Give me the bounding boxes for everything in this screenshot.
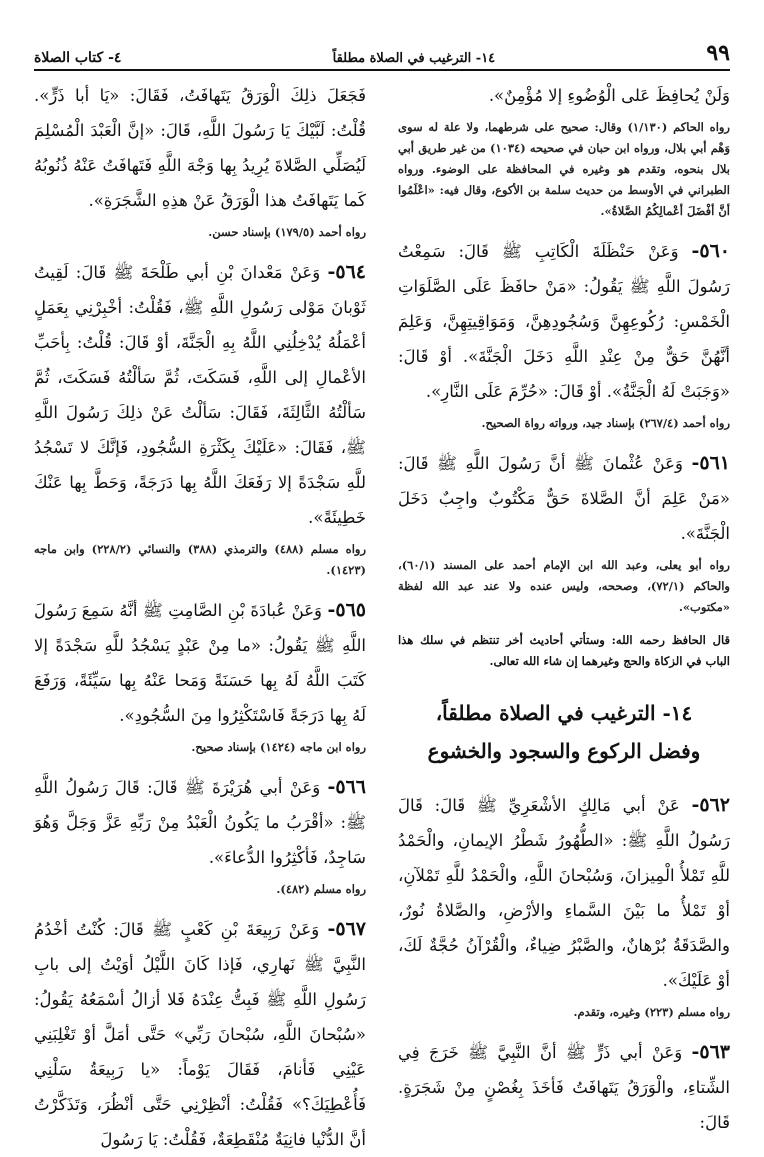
takhrij-note: رواه أبو يعلى، وعبد الله ابن الإمام أحمد على المسند (٦٠/١)، والحاكم (٧٢/١)، وصححه، وليس عنده ولا عند عبد الله لفظة «مكتوب».: [398, 558, 730, 614]
text-columns: [34, 78, 730, 1149]
header-book-title: ٤- كتاب الصلاة: [34, 50, 122, 66]
hadith-number: ٥٦٣-: [691, 1041, 730, 1063]
header-chapter-title: ١٤- الترغيب في الصلاة مطلقاً: [332, 51, 496, 66]
hadith-560: [398, 234, 730, 409]
chapter-heading-line-1: ١٤- الترغيب في الصلاة مطلقاً،: [435, 701, 693, 725]
takhrij-note: رواه مسلم (٢٢٣) وغيره، وتقدم.: [573, 1005, 730, 1019]
hadith-text: وَعَنْ رَبِيعَةَ بْنِ كَعْبٍ ﷺ قَالَ: كُنْتُ أخْدُمُ النَّبِيَّ ﷺ نَهارِي، فَإذا كَانَ اللَّيْلُ أوَيْتُ إلى بابِ رَسُولِ اللَّهِ ﷺ فَبِتُّ عِنْدَهُ فَلا أزالُ أسْمَعُهُ يَقُولُ: «سُبْحانَ اللَّهِ، سُبْحانَ رَبِّي» حَتَّى أمَلَّ أوْ تَغْلِبَنِي عَيْنِي فَأنامَ، فَقَالَ يَوْماً: «يا رَبِيعَةُ سَلْنِي فَأُعْطِيَكَ؟» فَقُلْتُ: أنْظِرْنِي حَتَّى أنْظُرَ، وَتَذَكَّرْتُ أنَّ الدُّنْيا فانِيَةٌ مُنْقَطِعَةٌ، فَقُلْتُ: يَا رَسُولَ: [34, 920, 366, 1149]
hadith-continuation: وَلَنْ يُحافِظَ عَلى الْوُضُوءِ إلا مُؤْمِنٌ».: [488, 86, 730, 105]
hadith-text: وَعَنْ عُبادَةَ بْنِ الصَّامِتِ ﷺ أنَّهُ سَمِعَ رَسُولَ اللَّهِ ﷺ يَقُولُ: «ما مِنْ عَبْدٍ يَسْجُدُ للَّهِ سَجْدَةً إلا كَتَبَ اللَّهُ لَهُ بِها حَسَنَةً وَمَحا عَنْهُ بِها سَيِّئَةً، وَرَفَعَ لَهُ بِها دَرَجَةً فَاسْتَكْثِرُوا مِنَ السُّجُودِ».: [34, 601, 366, 725]
takhrij-note: رواه أحمد (١٧٩/٥) بإسناد حسن.: [208, 225, 366, 239]
hadith-continuation: فَجَعَلَ ذلِكَ الْوَرَقُ يَتَهافَتُ، فَقَالَ: «يَا أبا ذَرٍّ». قُلْتُ: لَبَّيْكَ يَا رَسُولَ اللَّهِ، قَالَ: «إنَّ الْعَبْدَ الْمُسْلِمَ لَيُصَلِّي الصَّلاةَ يُرِيدُ بِها وَجْهَ اللَّهِ فَتَهافَتُ عَنْهُ ذُنُوبُهُ كَما يَتَهافَتُ هذا الْوَرَقُ عَنْ هذِهِ الشَّجَرَةِ».: [34, 86, 366, 210]
page-number: ٩٩: [706, 40, 730, 66]
hadith-566: [34, 770, 366, 875]
hadith-number: ٥٦٧-: [327, 918, 366, 940]
takhrij-note: رواه أحمد (٢٦٧/٤) بإسناد جيد، ورواته رواة الصحيح.: [481, 416, 730, 430]
hafiz-note: قال الحافظ رحمه الله: وستأتي أحاديث أخر تنتظم في سلك هذا الباب في الزكاة والحج وغيرهما إن شاء الله تعالى.: [398, 633, 730, 668]
hadith-number: ٥٦٥-: [327, 599, 366, 621]
hadith-number: ٥٦١-: [691, 452, 730, 474]
takhrij-note: رواه ابن ماجه (١٤٢٤) بإسناد صحيح.: [191, 740, 366, 754]
hadith-number: ٥٦٢-: [691, 794, 730, 816]
hadith-number: ٥٦٤-: [327, 261, 366, 283]
chapter-heading: [398, 694, 730, 770]
hadith-561: [398, 446, 730, 551]
left-column: [34, 78, 367, 1149]
hadith-number: ٥٦٦-: [327, 776, 367, 798]
right-column: [398, 78, 730, 1132]
takhrij-note: رواه مسلم (٤٨٨) والترمذي (٣٨٨) والنسائي (٢٢٨/٢) وابن ماجه (١٤٢٣).: [34, 542, 366, 577]
hadith-562: [398, 788, 730, 998]
hadith-text: وَعَنْ حَنْظَلَةَ الْكَاتِبِ ﷺ قَالَ: سَمِعْتُ رَسُولَ اللَّهِ ﷺ يَقُولُ: «مَنْ حافَظَ عَلَى الصَّلَوَاتِ الْخَمْسِ: رُكُوعِهِنَّ وَسُجُودِهِنَّ، وَمَوَاقِيتِهِنَّ، وَعَلِمَ أنَّهُنَّ حَقٌّ مِنْ عِنْدِ اللَّهِ دَخَلَ الْجَنَّةَ». أوْ قَالَ: «وَجَبَتْ لَهُ الْجَنَّةُ». أوْ قَالَ: «حُرِّمَ عَلَى النَّارِ».: [398, 242, 730, 401]
hadith-567: [34, 912, 366, 1157]
hadith-563: [398, 1035, 730, 1140]
hadith-text: وَعَنْ أبي هُرَيْرَةَ ﷺ قَالَ: قَالَ رَسُولُ اللَّهِ ﷺ: «أقْرَبُ ما يَكُونُ الْعَبْدُ مِنْ رَبِّهِ عَزَّ وَجَلَّ وَهُوَ سَاجِدٌ، فَأكْثِرُوا الدُّعاءَ».: [34, 778, 366, 867]
hadith-text: وَعَنْ أبي ذَرٍّ ﷺ أنَّ النَّبِيَّ ﷺ خَرَجَ فِي الشِّتاءِ، والْوَرَقُ يَتَهافَتُ فَأخَذَ بِغُصْنٍ مِنْ شَجَرَةٍ. قَالَ:: [398, 1043, 730, 1132]
running-header: [34, 36, 730, 71]
chapter-heading-line-2: وفضل الركوع والسجود والخشوع: [427, 739, 701, 763]
hadith-565: [34, 593, 366, 733]
takhrij-note: رواه الحاكم (١/١٣٠) وقال: صحيح على شرطهما، ولا علة له سوى وَهْم أبي بلال، ورواه ابن حبان في صحيحه (١٠٣٤) من غير طريق أبي بلال بنحوه، وتقدم هو وغيره في المحافظة على الوضوء. ورواه الطبراني في الأوسط من حديث سلمة بن الأكوع، وقال فيه: «اعْلَمُوا أنَّ أفْضَلَ أعْمالِكُمُ الصَّلاةُ».: [398, 120, 730, 218]
hadith-text: وَعَنْ عُثْمانَ ﷺ أنَّ رَسُولَ اللَّهِ ﷺ قَالَ: «مَنْ عَلِمَ أنَّ الصَّلاةَ حَقٌّ مَكْتُوبٌ واجِبٌ دَخَلَ الْجَنَّةَ».: [398, 454, 730, 543]
hadith-number: ٥٦٠-: [691, 240, 730, 262]
hadith-564: [34, 255, 366, 535]
hadith-text: وَعَنْ مَعْدانَ بْنِ أبي طَلْحَةَ ﷺ قَالَ: لَقِيتُ ثَوْبانَ مَوْلى رَسُولِ اللَّهِ ﷺ، فَقُلْتُ: أخْبِرْنِي بِعَمَلٍ أعْمَلُهُ يُدْخِلُنِي اللَّهُ بِهِ الْجَنَّةَ، أوْ قَالَ: قُلْتُ: بِأحَبِّ الأعْمالِ إلى اللَّهِ، فَسَكَتَ، ثُمَّ سَألْتُهُ فَسَكَتَ، ثُمَّ سَألْتُهُ الثَّالِثَةَ، فَقَالَ: سَألْتُ عَنْ ذلِكَ رَسُولَ اللَّهِ ﷺ، فَقَالَ: «عَلَيْكَ بِكَثْرَةِ السُّجُودِ، فَإنَّكَ لا تَسْجُدُ للَّهِ سَجْدَةً إلا رَفَعَكَ اللَّهُ بِها دَرَجَةً، وَحَطَّ بِها عَنْكَ خَطِيئَةً».: [34, 263, 366, 527]
takhrij-note: رواه مسلم (٤٨٢).: [276, 882, 366, 896]
hadith-text: عَنْ أبي مَالِكٍ الأشْعَرِيِّ ﷺ قَالَ: قَالَ رَسُولُ اللَّهِ ﷺ: «الطُّهُورُ شَطْرُ الإيمانِ، والْحَمْدُ للَّهِ تَمْلأُ الْمِيزانَ، وَسُبْحانَ اللَّهِ، والْحَمْدُ للَّهِ تَمْلآنِ، أوْ تَمْلأُ ما بَيْنَ السَّماءِ والأرْضِ، والصَّلاةُ نُورٌ، والصَّدَقَةُ بُرْهانٌ، والصَّبْرُ ضِياءٌ، والْقُرْآنُ حُجَّةٌ لَكَ، أوْ عَلَيْكَ».: [398, 796, 730, 990]
